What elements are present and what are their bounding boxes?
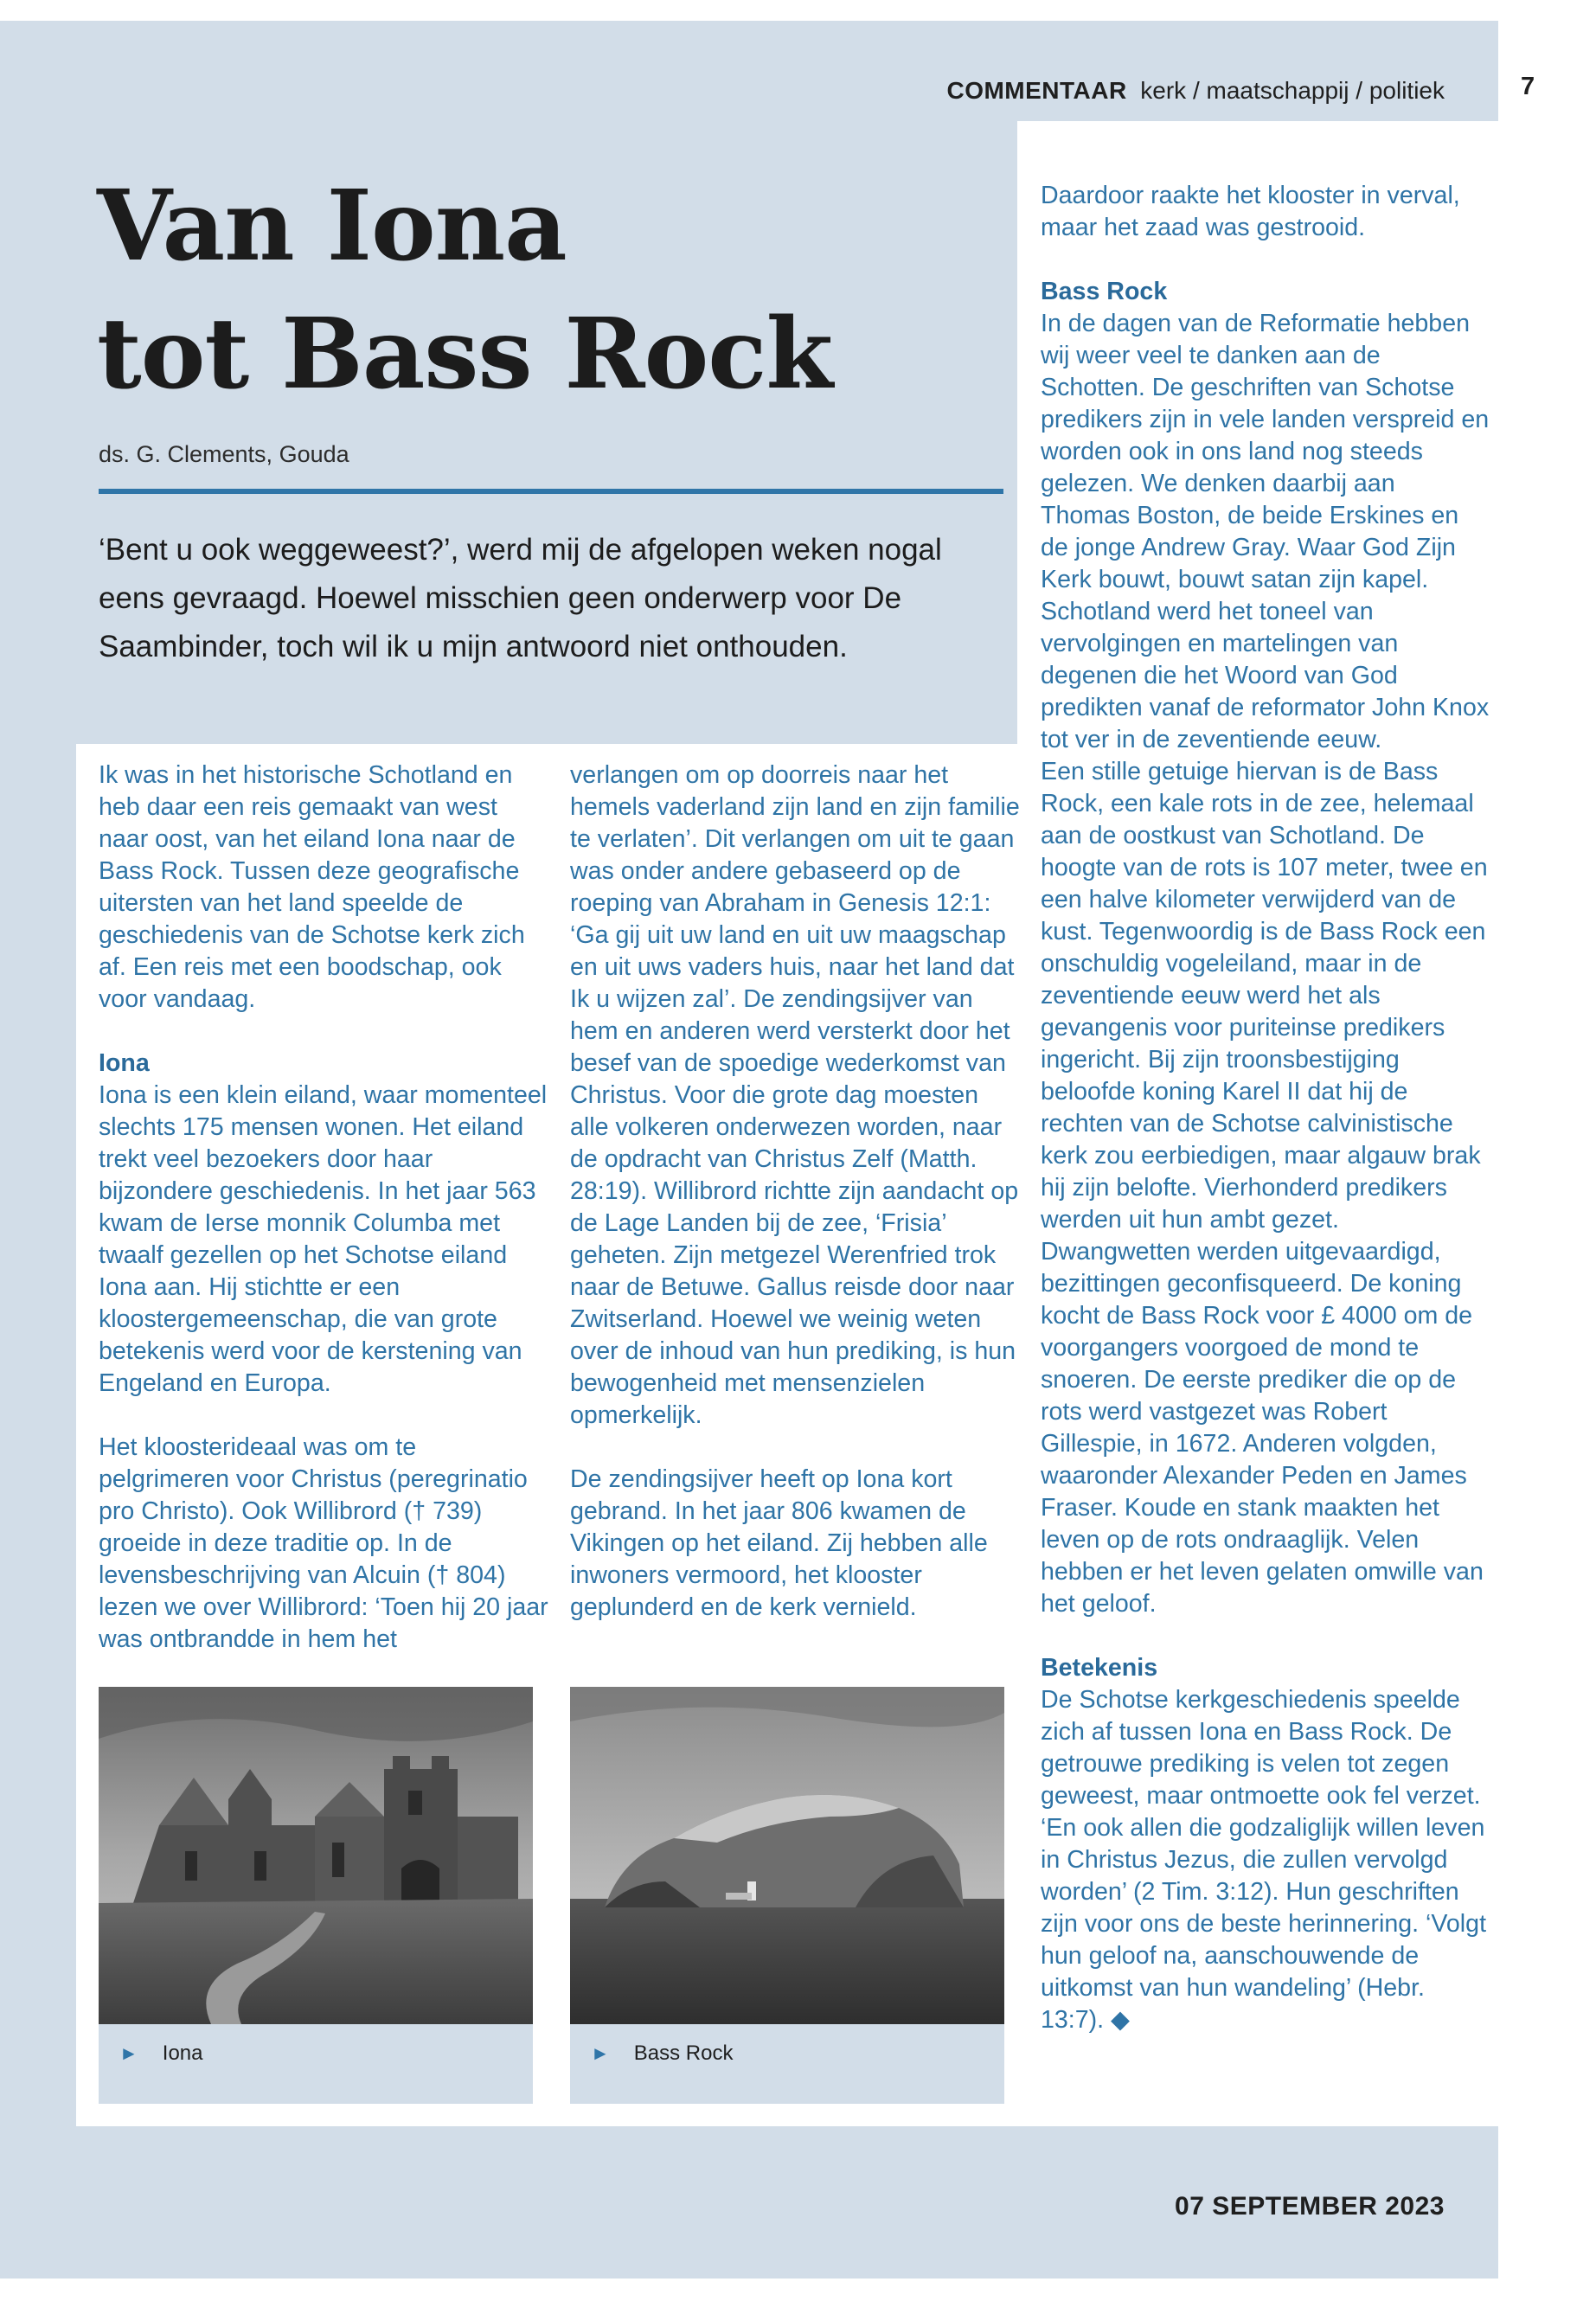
issue-date: 07 SEPTEMBER 2023 [1175, 2192, 1445, 2221]
article-title [97, 163, 997, 419]
page-number: 7 [1521, 73, 1535, 100]
section-topics: kerk / maatschappij / politiek [1140, 77, 1445, 104]
caption-marker-icon: ► [119, 2042, 138, 2064]
iona-abbey-photo [99, 1687, 533, 2024]
title-line-1: Van Iona [97, 170, 567, 283]
col3-paragraph-1: Daardoor raakte het klooster in verval, maar het zaad was gestrooid. [1041, 182, 1460, 241]
heading-betekenis: Betekenis [1041, 1654, 1158, 1682]
col1-paragraph-1: Ik was in het historische Schotland en heb daar een reis gemaakt van west naar oost, van het eiland Iona naar de Bass Rock. Tussen deze geografische uitersten van het land speelde de geschiedenis van de Schotse kerk zich af. Een reis met een boodschap, ook voor vandaag. [99, 761, 525, 1013]
page-edge-strip [1498, 0, 1596, 2301]
column-3 [1041, 180, 1490, 2036]
col1-paragraph-3: Het kloosterideaal was om te pelgrimeren voor Christus (peregrinatio pro Christo). Ook Willibrord († 739) groeide in deze traditie op. In de levensbeschrijving van Alcuin († 804) lezen we over Willibrord: ‘Toen hij 20 jaar was ontbrandde in hem het [99, 1433, 548, 1653]
section-label: COMMENTAAR [946, 77, 1127, 104]
heading-iona: Iona [99, 1049, 150, 1077]
intro-paragraph: ‘Bent u ook weggeweest?’, werd mij de afgelopen weken nogal eens gevraagd. Hoewel misschien geen onderwerp voor De Saambinder, toch wil ik u mijn antwoord niet onthouden. [99, 533, 942, 663]
column-1 [99, 760, 548, 1656]
col2-paragraph-1: verlangen om op doorreis naar het hemels vaderland zijn land en zijn familie te verlaten’. Dit verlangen om uit te gaan was onder andere gebaseerd op de roeping van Abraham in Genesis 12:1: ‘Ga gij uit uw land en uit uw maagschap en uit uws vaders huis, naar het land dat Ik u wijzen zal’. De zendingsijver van hem en anderen werd versterkt door het besef van de spoedige wederkomst van Christus. Voor die grote dag moesten alle volkeren onderwezen worden, naar de opdracht van Christus Zelf (Matth. 28:19). Willibrord richtte zijn aandacht op de Lage Landen bij de zee, ‘Frisia’ geheten. Zijn metgezel Werenfried trok naar de Betuwe. Gallus reisde door naar Zwitserland. Hoewel we weinig weten over de inhoud van hun prediking, is hun bewogenheid met mensenzielen opmerkelijk. [570, 761, 1020, 1429]
col3-paragraph-3: Een stille getuige hiervan is de Bass Rock, een kale rots in de zee, helemaal aan de oostkust van Schotland. De hoogte van de rots is 107 meter, twee en een halve kilometer verwijderd van de kust. Tegenwoordig is de Bass Rock een onschuldig vogeleiland, maar in de zeventiende eeuw werd het als gevangenis voor puriteinse predikers ingericht. Bij zijn troonsbestijging beloofde koning Karel II dat hij de rechten van de Schotse calvinistische kerk zou eerbiedigen, maar algauw brak hij zijn belofte. Vierhonderd predikers werden uit hun ambt gezet. Dwangwetten werden uitgevaardigd, bezittingen geconfisqueerd. De koning kocht de Bass Rock voor £ 4000 om de voorgangers voorgoed de mond te snoeren. De eerste prediker die op de rots werd vastgezet was Robert Gillespie, in 1672. Anderen volgden, waaronder Alexander Peden en James Fraser. Koude en stank maakten het leven op de rots ondraaglijk. Velen hebben er het leven gelaten omwille van het geloof. [1041, 758, 1488, 1618]
heading-bass-rock: Bass Rock [1041, 278, 1168, 305]
bass-rock-photo [570, 1687, 1004, 2024]
caption-bass-rock [591, 2041, 733, 2066]
caption-iona-text: Iona [162, 2041, 203, 2065]
caption-marker-icon: ► [591, 2042, 610, 2064]
figure-iona [99, 1687, 533, 2104]
running-header [946, 77, 1445, 105]
caption-iona [119, 2041, 203, 2066]
byline: ds. G. Clements, Gouda [99, 441, 349, 467]
title-rule [99, 489, 1003, 494]
col2-paragraph-2: De zendingsijver heeft op Iona kort gebrand. In het jaar 806 kwamen de Vikingen op het eiland. Zij hebben alle inwoners vermoord, het klooster geplunderd en de kerk vernield. [570, 1465, 988, 1621]
col3-paragraph-2: In de dagen van de Reformatie hebben wij weer veel te danken aan de Schotten. De geschriften van Schotse predikers zijn in vele landen verspreid en worden ook in ons land nog steeds gelezen. We denken daarbij aan Thomas Boston, de beide Erskines en de jonge Andrew Gray. Waar God Zijn Kerk bouwt, bouwt satan zijn kapel. Schotland werd het toneel van vervolgingen en martelingen van degenen die het Woord van God predikten vanaf de reformator John Knox tot ver in de zeventiende eeuw. [1041, 310, 1490, 753]
caption-bass-rock-text: Bass Rock [633, 2041, 734, 2065]
column-2 [570, 760, 1020, 1624]
col1-paragraph-2: Iona is een klein eiland, waar momenteel slechts 175 mensen wonen. Het eiland trekt veel bezoekers door haar bijzondere geschiedenis. In het jaar 563 kwam de Ierse monnik Columba met twaalf gezellen op het Schotse eiland Iona aan. Hij stichtte er een kloostergemeenschap, die van grote betekenis werd voor de kerstening van Engeland en Europa. [99, 1081, 548, 1397]
title-line-2: tot Bass Rock [97, 298, 833, 411]
col3-paragraph-4: De Schotse kerkgeschiedenis speelde zich af tussen Iona en Bass Rock. De getrouwe prediking is velen tot zegen geweest, maar ontmoette ook fel verzet. ‘En ook allen die godzaliglijk willen leven in Christus Jezus, die zullen vervolgd worden’ (2 Tim. 3:12). Hun geschriften zijn voor ons de beste herinnering. ‘Volgt hun geloof na, aanschouwende de uitkomst van hun wandeling’ (Hebr. 13:7). ◆ [1041, 1686, 1487, 2034]
figure-bass-rock [570, 1687, 1004, 2104]
